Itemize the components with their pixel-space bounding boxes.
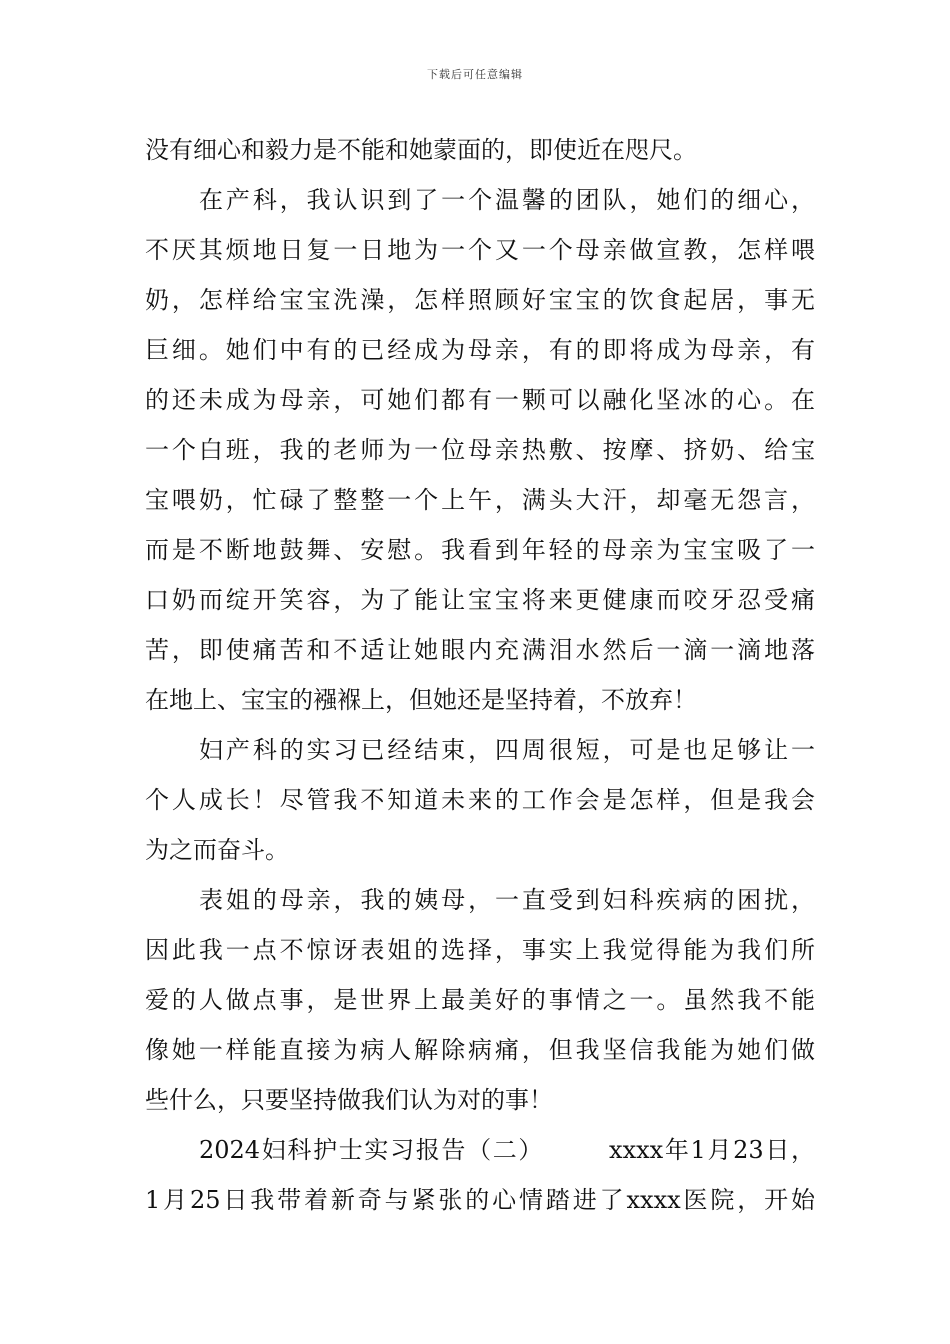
text-line: 没有细心和毅力是不能和她蒙面的，即使近在咫尺。 <box>145 136 697 164</box>
text-line: 在产科，我认识到了一个温馨的团队，她们的细心， <box>199 186 815 214</box>
text-line: 些什么，只要坚持做我们认为对的事！ <box>145 1086 553 1114</box>
text-line: 不厌其烦地日复一日地为一个又一个母亲做宣教，怎样喂 <box>145 236 815 264</box>
text-line: 一个白班，我的老师为一位母亲热敷、按摩、挤奶、给宝 <box>145 436 815 464</box>
text-line: 因此我一点不惊讶表姐的选择，事实上我觉得能为我们所 <box>145 936 815 964</box>
text-line: 2024妇科护士实习报告（二） xxxx年1月23日， <box>199 1136 815 1164</box>
text-line: 1月25日我带着新奇与紧张的心情踏进了xxxx医院，开始 <box>145 1186 815 1214</box>
text-line: 的还未成为母亲，可她们都有一颗可以融化坚冰的心。在 <box>145 386 815 414</box>
text-line: 奶，怎样给宝宝洗澡，怎样照顾好宝宝的饮食起居，事无 <box>145 286 815 314</box>
text-line: 而是不断地鼓舞、安慰。我看到年轻的母亲为宝宝吸了一 <box>145 536 815 564</box>
text-line: 妇产科的实习已经结束，四周很短，可是也足够让一 <box>199 736 815 764</box>
text-line: 像她一样能直接为病人解除病痛，但我坚信我能为她们做 <box>145 1036 815 1064</box>
text-line: 口奶而绽开笑容，为了能让宝宝将来更健康而咬牙忍受痛 <box>145 586 815 614</box>
text-line: 在地上、宝宝的襁褓上，但她还是坚持着，不放弃！ <box>145 686 697 714</box>
text-line: 巨细。她们中有的已经成为母亲，有的即将成为母亲，有 <box>145 336 815 364</box>
text-line: 个人成长！尽管我不知道未来的工作会是怎样，但是我会 <box>145 786 815 814</box>
text-line: 爱的人做点事，是世界上最美好的事情之一。虽然我不能 <box>145 986 815 1014</box>
text-line: 为之而奋斗。 <box>145 836 289 864</box>
text-line: 表姐的母亲，我的姨母，一直受到妇科疾病的困扰， <box>199 886 815 914</box>
page-header: 下载后可任意编辑 <box>427 68 523 81</box>
text-line: 宝喂奶，忙碌了整整一个上午，满头大汗，却毫无怨言， <box>145 486 815 514</box>
text-line: 苦，即使痛苦和不适让她眼内充满泪水然后一滴一滴地落 <box>145 636 815 664</box>
